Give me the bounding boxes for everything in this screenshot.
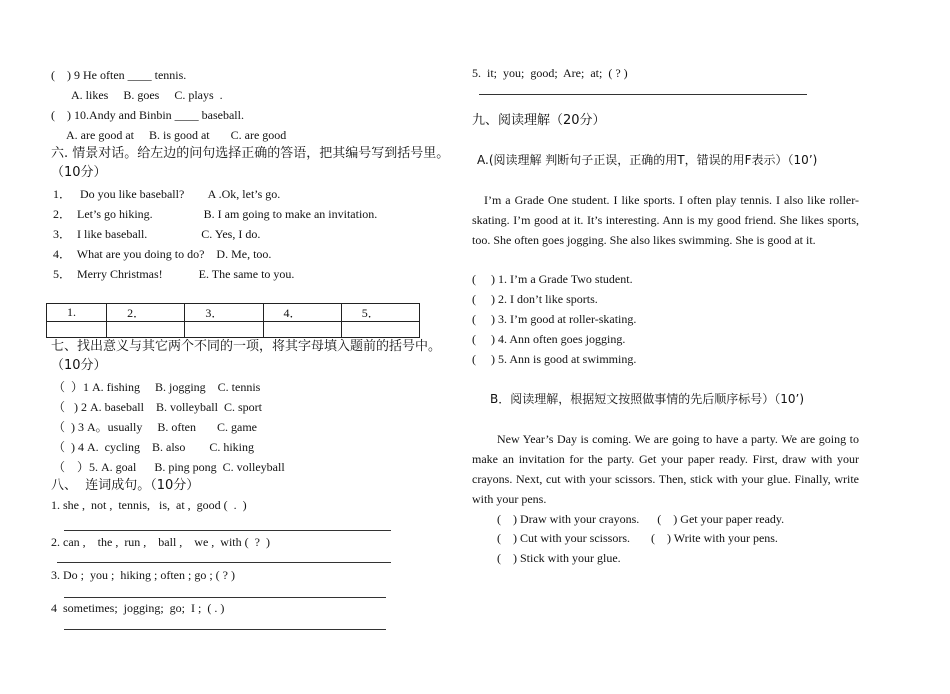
section-7-title: 七、找出意义与其它两个不同的一项，将其字母填入题前的括号中。: [51, 339, 442, 354]
answer-cell-label: 1.: [47, 304, 107, 322]
section-6-item: 3． I like baseball. C. Yes, I do.: [53, 227, 261, 241]
section-7-item: （ ) 4 A. cycling B. also C. hiking: [53, 440, 254, 454]
section-6-item: 2． Let’s go hiking. B. I am going to make an invitation.: [53, 207, 378, 221]
section-6-title: 六. 情景对话。给左边的问句选择正确的答语，把其编号写到括号里。: [51, 146, 450, 161]
section-8-item: 3. Do ; you ; hiking ; often ; go ; ( ? ): [51, 568, 235, 582]
answer-blank-cell[interactable]: [185, 322, 263, 338]
section-8-title: 八、 连词成句。（10分）: [51, 478, 200, 493]
passage-b: New Year’s Day is coming. We are going to have a party. We are going to make an invitation for the party. Get your paper ready. First, draw with your crayons. Next, cut with your scissors. Then, stick with your glue. Finally, write with your pens.: [472, 432, 859, 506]
section-7-item: （ ）1 A. fishing B. jogging C. tennis: [53, 380, 261, 394]
answer-blank-cell[interactable]: [47, 322, 107, 338]
answer-line[interactable]: [64, 629, 386, 630]
passage-a: I’m a Grade One student. I like sports. I often play tennis. I also like roller-skating. I’m good at it. It’s interesting. Ann is my good friend. She likes sports, too. She often goes jogging. She also likes swimming. She is good at it.: [472, 193, 859, 247]
section-7-item: （ ）5. A. goal B. ping pong C. volleyball: [53, 460, 285, 474]
part-a-item: ( ) 5. Ann is good at swimming.: [472, 352, 637, 366]
question-9-options: A. likes B. goes C. plays .: [71, 88, 223, 102]
part-b-row: ( ) Draw with your crayons. ( ) Get your paper ready.: [497, 512, 785, 526]
answer-blank-cell[interactable]: [341, 322, 419, 338]
answer-table-number-row: [47, 304, 420, 322]
section-7-item: （ ) 2 A. baseball B. volleyball C. sport: [53, 400, 262, 414]
answer-cell-label: 4．: [263, 304, 341, 322]
answer-line[interactable]: [64, 597, 386, 598]
part-a-item: ( ) 2. I don’t like sports.: [472, 292, 598, 306]
section-6-item: 5． Merry Christmas! E. The same to you.: [53, 267, 295, 281]
answer-table-blank-row: [47, 322, 420, 338]
answer-cell-label: 5．: [341, 304, 419, 322]
part-b-row: ( ) Stick with your glue.: [497, 551, 621, 565]
question-5: 5. it; you; good; Are; at; ( ? ): [472, 66, 628, 80]
section-8-item: 4 sometimes; jogging; go; I ; ( . ): [51, 601, 225, 615]
section-6-item: 4． What are you doing to do? D. Me, too.: [53, 247, 272, 261]
answer-blank-cell[interactable]: [107, 322, 185, 338]
answer-line[interactable]: [479, 94, 807, 95]
section-8-item: 1. she , not , tennis, is, at , good ( . ): [51, 498, 247, 512]
answer-blank-cell[interactable]: [263, 322, 341, 338]
section-7-item: （ ) 3 A。usually B. often C. game: [53, 420, 257, 434]
question-9: ( ) 9 He often ____ tennis.: [51, 68, 187, 82]
answer-cell-label: 2．: [107, 304, 185, 322]
answer-cell-label: 3．: [185, 304, 263, 322]
question-10: ( ) 10.Andy and Binbin ____ baseball.: [51, 108, 244, 122]
question-10-options: A. are good at B. is good at C. are good: [66, 128, 287, 142]
section-9-title: 九、阅读理解（20分）: [472, 113, 606, 128]
part-a-item: ( ) 4. Ann often goes jogging.: [472, 332, 626, 346]
answer-table: [46, 303, 420, 338]
part-a-item: ( ) 1. I’m a Grade Two student.: [472, 272, 633, 286]
section-6-score: （10分）: [51, 165, 107, 180]
section-7-score: （10分）: [51, 358, 107, 373]
answer-line[interactable]: [64, 530, 391, 531]
answer-line[interactable]: [57, 562, 391, 563]
part-a-item: ( ) 3. I’m good at roller-skating.: [472, 312, 637, 326]
part-b-row: ( ) Cut with your scissors. ( ) Write with your pens.: [497, 531, 778, 545]
section-6-item: 1． Do you like baseball? A .Ok, let’s go.: [53, 187, 281, 201]
section-8-item: 2. can , the , run , ball , we , with ( ? ): [51, 535, 270, 549]
part-a-title: A.(阅读理解 判断句子正误，正确的用T，错误的用F表示）（10’): [477, 153, 818, 167]
part-b-title: B．阅读理解，根据短文按照做事情的先后顺序标号）（10’): [490, 392, 805, 406]
